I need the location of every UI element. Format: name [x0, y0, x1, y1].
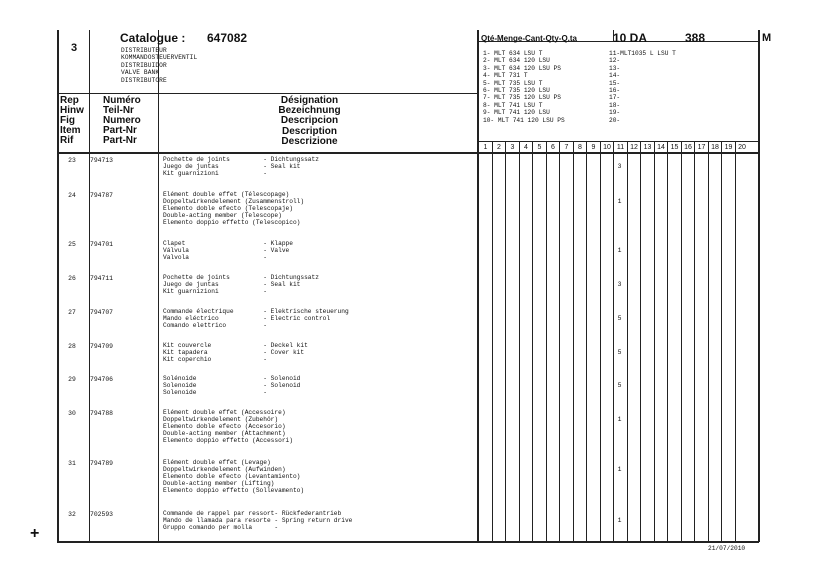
frame-bottom-border [57, 541, 759, 543]
header-line: Description [281, 125, 337, 137]
assembly-title [121, 47, 197, 84]
qty-column-number: 19 [724, 144, 733, 151]
quantity-value: 5 [617, 382, 622, 389]
part-number: 794709 [90, 343, 114, 350]
part-description: Commande de rappel par ressort- Rückfederantrieb Mando de llamada para resorte - Spring return drive Gruppo comando per molla - [163, 510, 353, 531]
qty-column-number: 2 [497, 144, 501, 151]
part-number: 794789 [90, 460, 114, 467]
qty-column-number: 8 [578, 144, 582, 151]
qty-column-line [640, 141, 641, 541]
part-description: Elément double effet (Accessoire) Doppeltwirkendelement (Zubehör) Elemento doble efecto (Accesorio) Double-acting member (Attachment) Elemento doppio effetto (Accessori) [163, 409, 293, 444]
part-description: Pochette de joints - Dichtungssatz Juego de juntas - Seal kit Kit guarnizioni - [163, 274, 319, 295]
variant-entry: 13- [609, 64, 621, 72]
quantity-value: 3 [617, 163, 622, 170]
variant-entry: 5- MLT 735 LSU T [483, 79, 543, 87]
variant-entry: 14- [609, 72, 621, 80]
variant-entry: 2- MLT 634 120 LSU [483, 57, 550, 65]
part-description: Kit couvercle - Deckel kit Kit tapadera - Cover kit Kit coperchio - [163, 342, 308, 363]
qty-column-line [532, 141, 533, 541]
variant-entry: 6- MLT 735 120 LSU [483, 87, 550, 95]
qty-column-line [667, 141, 668, 541]
qty-column-number: 5 [537, 144, 542, 151]
qty-column-number: 4 [524, 144, 528, 151]
quantity-value: 1 [617, 198, 622, 205]
header-line: Part-Nr [103, 125, 137, 136]
variant-entry: 12- [609, 57, 621, 65]
part-description: Elément double effet (Levage) Doppeltwirkendelement (Aufwinden) Elemento doble efecto (Levantamiento) Double-acting member (Lifting) Elemento doppio effetto (Sollevamento) [163, 459, 305, 494]
header-line: Descripcion [280, 115, 339, 127]
qty-column-line [654, 141, 655, 541]
qty-column-line [586, 141, 587, 541]
qty-column-line [681, 141, 682, 541]
qty-column-number: 18 [711, 144, 719, 151]
catalogue-label: Catalogue : [120, 31, 186, 45]
qty-column-number: 3 [510, 144, 515, 151]
part-number: 794787 [90, 192, 114, 199]
header-line: Item [60, 125, 81, 136]
part-description: Pochette de joints - Dichtungssatz Juego de juntas - Seal kit Kit guarnizioni - [163, 156, 319, 177]
item-number: 30 [68, 410, 76, 417]
item-number: 29 [68, 376, 76, 383]
variant-entry: 15- [609, 79, 621, 87]
part-number: 794706 [90, 376, 114, 383]
item-number: 24 [68, 192, 76, 199]
qty-column-line [627, 141, 628, 541]
quantity-value: 5 [617, 315, 622, 322]
part-description: Clapet - Klappe Válvula - Valve Valvola - [163, 240, 293, 261]
designation-column-divider [477, 30, 479, 542]
header-separator-left [57, 93, 479, 94]
variant-entry: 18- [609, 101, 621, 109]
title-line: DISTRIBUTORE [121, 76, 167, 84]
title-line: DISTRIBUIDOR [121, 61, 167, 69]
qty-column-number: 16 [684, 144, 692, 151]
title-line: KOMMANDOSTEUERVENTIL [121, 54, 198, 62]
part-number: 794711 [90, 275, 114, 282]
print-date: 21/07/2010 [708, 545, 746, 552]
variant-entry: 7- MLT 735 120 LSU PS [483, 94, 561, 102]
qty-column-line [573, 141, 574, 541]
qty-column-number: 12 [630, 144, 638, 151]
header-line: Teil-Nr [103, 105, 134, 116]
header-line: Fig [60, 115, 75, 126]
qty-column-line [694, 141, 695, 541]
item-number: 25 [68, 241, 76, 248]
designation-column-header [232, 96, 387, 147]
model-number: 388 [685, 31, 706, 45]
qty-column-number: 13 [643, 144, 652, 151]
qty-column-line [600, 141, 601, 541]
qty-column-line [708, 141, 709, 541]
variant-entry: 20- [609, 116, 621, 124]
header-line: Rep [60, 95, 79, 106]
page-number: 3 [71, 42, 78, 54]
qty-column-number: 10 [603, 144, 611, 151]
item-number: 31 [68, 460, 76, 467]
header-line: Rif [60, 135, 74, 146]
quantity-value: 5 [617, 349, 622, 356]
qty-column-line [505, 141, 506, 541]
part-column-divider [158, 30, 159, 542]
variant-entry: 17- [609, 94, 621, 102]
header-line: Désignation [280, 95, 339, 106]
item-number: 28 [68, 343, 76, 350]
qty-column-line [546, 141, 547, 541]
header-line: Descrizione [281, 135, 338, 147]
item-number: 32 [68, 511, 76, 518]
header-line: Part-Nr [103, 135, 137, 146]
catalogue-number: 647082 [207, 31, 248, 45]
variant-entry: 9- MLT 741 120 LSU [483, 109, 550, 117]
variant-entry: 4- MLT 731 T [483, 72, 528, 80]
variant-entry: 19- [609, 109, 621, 117]
variant-entry: 3- MLT 634 120 LSU PS [483, 64, 561, 72]
title-line: DISTRIBUTEUR [121, 47, 167, 54]
quantity-title: Qté-Menge-Cant-Qty-Q.ta [481, 34, 577, 43]
part-number: 794713 [90, 157, 114, 164]
part-number: 794788 [90, 410, 114, 417]
header-line: Hinw [60, 105, 84, 116]
title-line: VALVE BANK [121, 69, 160, 77]
qty-column-number: 14 [657, 144, 665, 151]
qty-column-line [492, 141, 493, 541]
qty-column-number: 7 [564, 144, 569, 151]
item-number: 26 [68, 275, 76, 282]
item-number: 23 [68, 157, 76, 164]
qty-column-line [735, 141, 736, 541]
frame-left-border [57, 30, 59, 542]
variant-entry: 16- [609, 87, 621, 95]
variant-entry: 11-MLT1035 L LSU T [609, 50, 676, 57]
variants-list-left [483, 50, 565, 124]
part-number: 794701 [90, 241, 114, 248]
corner-letter: M [762, 32, 772, 44]
qty-column-line [519, 141, 520, 541]
part-number: 702593 [90, 511, 114, 518]
quantity-value: 3 [617, 281, 622, 288]
quantity-value: 1 [617, 517, 622, 524]
qty-column-number: 15 [670, 144, 679, 151]
variant-entry: 1- MLT 634 LSU T [483, 50, 543, 57]
variants-list-right [609, 50, 676, 124]
rep-column-header [60, 96, 84, 146]
variant-entry: 8- MLT 741 LSU T [483, 101, 543, 109]
qty-column-line [559, 141, 560, 541]
plus-mark: + [30, 525, 40, 542]
qty-column-number: 17 [697, 144, 706, 151]
model-code: 10 DA [613, 31, 648, 45]
qty-column-number: 6 [551, 144, 555, 151]
qty-column-number: 20 [738, 144, 746, 151]
quantity-value: 1 [617, 466, 622, 473]
qty-column-line [613, 141, 614, 541]
part-description: Commande électrique - Elektrische steuerung Mando eléctrico - Electric control Comando elettrico - [163, 308, 349, 329]
qty-column-number: 1 [483, 144, 488, 151]
quantity-value: 1 [617, 416, 622, 423]
qty-column-number: 9 [591, 144, 596, 151]
frame-right-border [758, 30, 760, 542]
header-line: Numéro [103, 95, 141, 106]
part-description: Elément double effet (Télescopage) Doppeltwirkendelement (Zusammenstroll) Elemento doble efecto (Telescopaje) Double-acting member (Telescope) Elemento doppio effetto (Telescopico) [163, 191, 305, 226]
catalogue-sheet [57, 30, 772, 552]
qty-column-number: 11 [616, 144, 625, 151]
part-number: 794707 [90, 309, 114, 316]
quantity-value: 1 [617, 247, 622, 254]
part-description: Solénoide - Solenoid Solenoide - Solenoid Solenoide - [163, 375, 301, 396]
qty-column-line [721, 141, 722, 541]
header-line: Numero [103, 115, 141, 126]
part-column-header [103, 96, 141, 146]
item-number: 27 [68, 309, 76, 316]
variant-entry: 10- MLT 741 120 LSU PS [483, 116, 565, 124]
header-line: Bezeichnung [278, 105, 341, 117]
